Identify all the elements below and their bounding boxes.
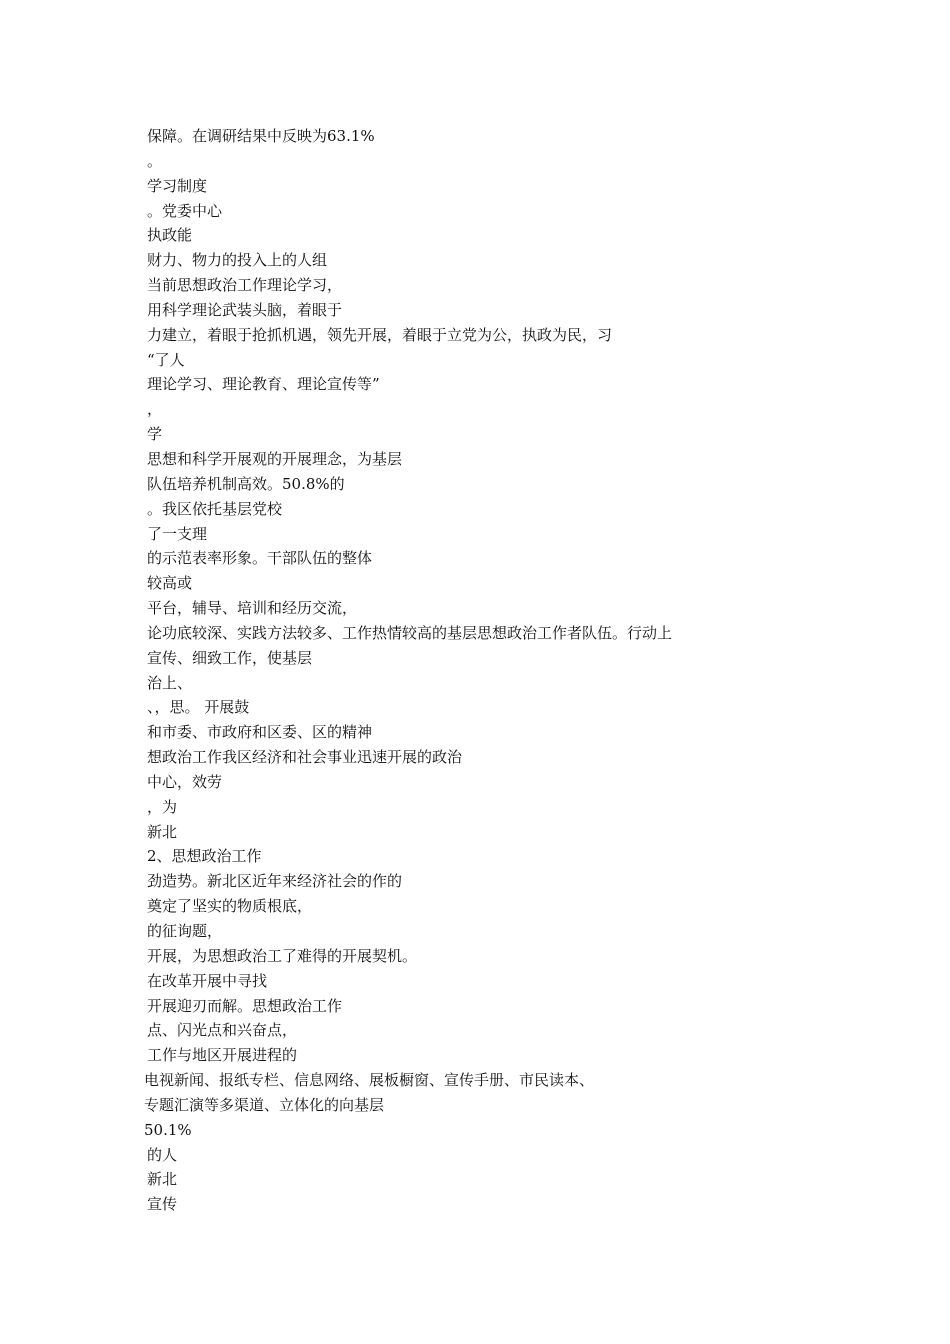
- text-line: 新北: [147, 822, 178, 841]
- text-line: 点、闪光点和兴奋点，: [147, 1021, 298, 1040]
- text-line: 开展迎刃而解。思想政治工作: [147, 996, 343, 1015]
- text-line: 工作与地区开展进程的: [147, 1046, 298, 1065]
- text-line: 宣传: [147, 1195, 178, 1214]
- text-line: 奠定了坚实的物质根底，: [147, 897, 313, 916]
- text-line: 学习制度: [147, 176, 208, 195]
- text-line: ，: [147, 400, 163, 419]
- text-line: 想政治工作我区经济和社会事业迅速开展的政治: [147, 748, 463, 767]
- text-line: 论功底较深、实践方法较多、工作热情较高的基层思想政治工作者队伍。行动上: [147, 623, 673, 642]
- text-line: 50.1%: [144, 1120, 192, 1139]
- text-line: 的示范表率形象。干部队伍的整体: [147, 549, 373, 568]
- text-line: 学: [147, 425, 163, 444]
- text-line: 中心，效劳: [147, 772, 223, 791]
- text-line: 保障。在调研结果中反映为63.1%: [147, 127, 375, 145]
- text-line: 力建立，着眼于抢抓机遇，领先开展，着眼于立党为公，执政为民，习: [147, 325, 613, 344]
- text-line: ，为: [147, 797, 178, 816]
- text-line: 。党委中心: [147, 201, 223, 220]
- text-line: 财力、物力的投入上的人组: [147, 251, 328, 270]
- text-line: “了人: [147, 350, 185, 369]
- text-line: 电视新闻、报纸专栏、信息网络、展板橱窗、宣传手册、市民读本、: [144, 1071, 595, 1090]
- text-line: 理论学习、理论教育、理论宣传等”: [147, 375, 380, 394]
- text-line: 、，思。 开展鼓: [147, 698, 250, 717]
- text-line: 。: [147, 151, 163, 170]
- text-line: 。我区依托基层党校: [147, 499, 283, 518]
- text-line: 用科学理论武装头脑，着眼于: [147, 300, 343, 319]
- text-line: 2、思想政治工作: [147, 847, 262, 866]
- text-line: 思想和科学开展观的开展理念，为基层: [147, 449, 403, 468]
- text-line: 开展，为思想政治工了难得的开展契机。: [147, 946, 418, 965]
- text-line: 专题汇演等多渠道、立体化的向基层: [144, 1095, 385, 1114]
- text-line: 宣传、细致工作，使基层: [147, 648, 313, 667]
- text-line: 新北: [147, 1170, 178, 1189]
- text-line: 较高或: [147, 574, 193, 593]
- text-line: 了一支理: [147, 524, 208, 543]
- text-line: 的征询题，: [147, 922, 223, 940]
- text-line: 执政能: [147, 226, 193, 245]
- text-line: 的人: [147, 1145, 178, 1164]
- body-text: [144, 124, 907, 1217]
- text-line: 治上、: [147, 673, 193, 692]
- text-line: 队伍培养机制高效。50.8%的: [147, 474, 345, 493]
- text-line: 平台，辅导、培训和经历交流，: [147, 599, 358, 618]
- text-line: 和市委、市政府和区委、区的精神: [147, 723, 373, 742]
- text-line: 当前思想政治工作理论学习，: [147, 276, 343, 295]
- text-line: 劲造势。新北区近年来经济社会的作的: [147, 872, 403, 891]
- text-line: 在改革开展中寻找: [147, 971, 268, 990]
